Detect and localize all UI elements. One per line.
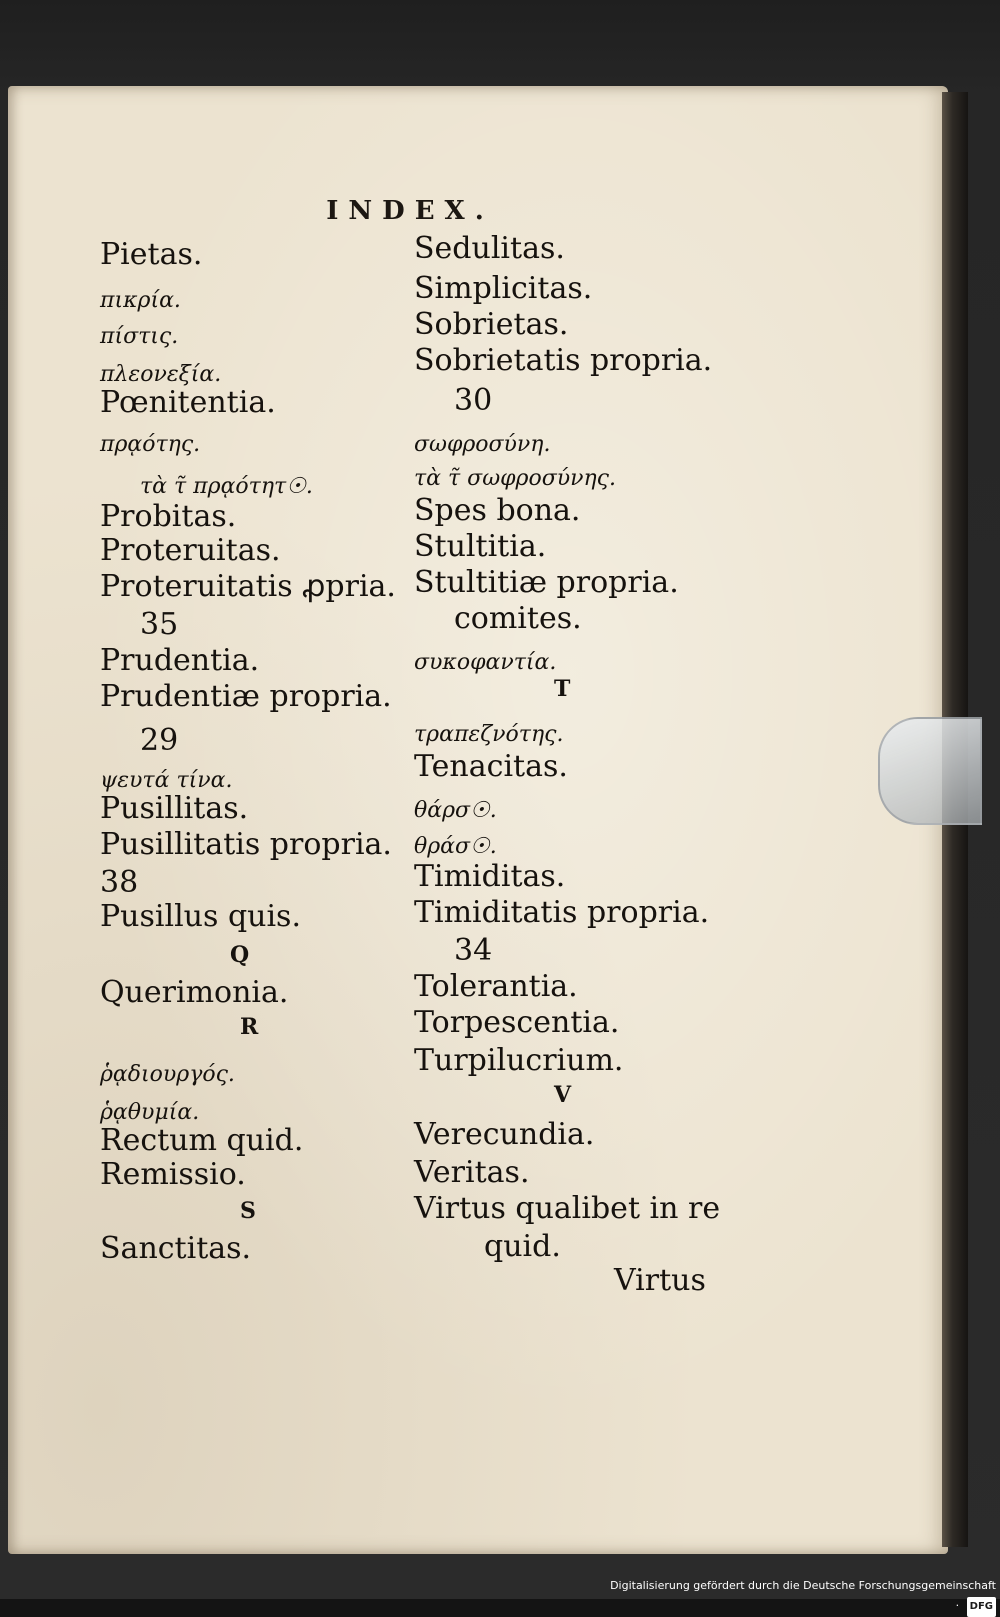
left-entry-term: Pœnitentia.	[100, 385, 276, 420]
right-entry-term: Turpilucrium.	[414, 1043, 624, 1078]
digitization-footer	[604, 1576, 996, 1612]
right-entry-term: Virtus	[614, 1263, 706, 1298]
right-entry-term: Sobrietatis propria.	[414, 343, 713, 378]
left-entry-term: Proteruitatis ꝓpria.	[100, 569, 396, 604]
left-entry-term: πλεονεξία.	[100, 362, 222, 387]
left-entry-term: Prudentia.	[100, 643, 260, 678]
left-entry-term: Remissio.	[100, 1157, 246, 1192]
left-entry-term: τὰ τ̃ πρᾳότητ☉.	[140, 474, 313, 499]
right-entry-term: 30	[454, 383, 493, 418]
footer-text: Digitalisierung gefördert durch die Deutsche Forschungsgemeinschaft ·	[610, 1579, 996, 1612]
right-entry-term: comites.	[454, 601, 582, 636]
left-entry-term: Pusillitas.	[100, 791, 249, 826]
right-entry-term: Sobrietas.	[414, 307, 569, 342]
right-entry-term: τραπεζνότης.	[414, 722, 564, 747]
right-entry-term: Veritas.	[414, 1155, 530, 1190]
left-entry-term: ψευτά τίνα.	[100, 768, 233, 793]
right-entry-term: Timiditatis propria.	[414, 895, 710, 930]
right-entry-term: quid.	[484, 1229, 561, 1264]
right-entry-term: θράσ☉.	[414, 834, 497, 859]
right-entry-term: Sedulitas.	[414, 231, 565, 266]
left-entry-term: 35	[140, 607, 179, 642]
left-section-letter: S	[240, 1198, 256, 1224]
right-entry-term: Stultitiæ propria.	[414, 565, 679, 600]
left-entry-term: ῥᾳδιουργός.	[100, 1062, 235, 1087]
page-clip	[878, 717, 982, 825]
left-entry-term: 38	[100, 865, 139, 900]
right-entry-term: Virtus qualibet in re	[414, 1191, 721, 1226]
right-entry-term: θάρσ☉.	[414, 798, 497, 823]
right-entry-term: Stultitia.	[414, 529, 547, 564]
left-entry-term: Prudentiæ propria.	[100, 679, 392, 714]
left-entry-term: Sanctitas.	[100, 1231, 252, 1266]
right-entry-term: Tolerantia.	[414, 969, 578, 1004]
right-entry-term: τὰ τ̃ σωφροσύνης.	[414, 466, 616, 491]
left-section-letter: Q	[230, 942, 250, 968]
left-entry-term: πρᾳότης.	[100, 432, 201, 457]
left-entry-term: Proteruitas.	[100, 533, 281, 568]
left-entry-term: Querimonia.	[100, 975, 289, 1010]
right-entry-term: Torpescentia.	[414, 1005, 620, 1040]
left-entry-term: ῥᾳθυμία.	[100, 1100, 200, 1125]
left-entry-term: 29	[140, 723, 179, 758]
left-entry-term: πικρία.	[100, 288, 181, 313]
right-section-letter: T	[554, 676, 571, 702]
right-entry-term: Spes bona.	[414, 493, 581, 528]
page-header: INDEX.	[326, 196, 494, 226]
left-entry-term: Probitas.	[100, 499, 237, 534]
right-entry-term: συκοφαντία.	[414, 650, 557, 675]
right-entry-term: Simplicitas.	[414, 271, 593, 306]
left-entry-term: Pietas.	[100, 237, 203, 272]
left-entry-term: Pusillus quis.	[100, 899, 301, 934]
right-entry-term: Tenacitas.	[414, 749, 568, 784]
left-section-letter: R	[240, 1014, 259, 1040]
right-entry-term: Verecundia.	[414, 1117, 595, 1152]
right-entry-term: Timiditas.	[414, 859, 566, 894]
left-entry-term: Rectum quid.	[100, 1123, 304, 1158]
left-entry-term: πίστις.	[100, 324, 179, 349]
right-entry-term: σωφροσύνη.	[414, 432, 551, 457]
dfg-logo: DFG	[967, 1597, 996, 1617]
right-section-letter: V	[554, 1082, 572, 1108]
left-entry-term: Pusillitatis propria.	[100, 827, 392, 862]
right-entry-term: 34	[454, 933, 493, 968]
